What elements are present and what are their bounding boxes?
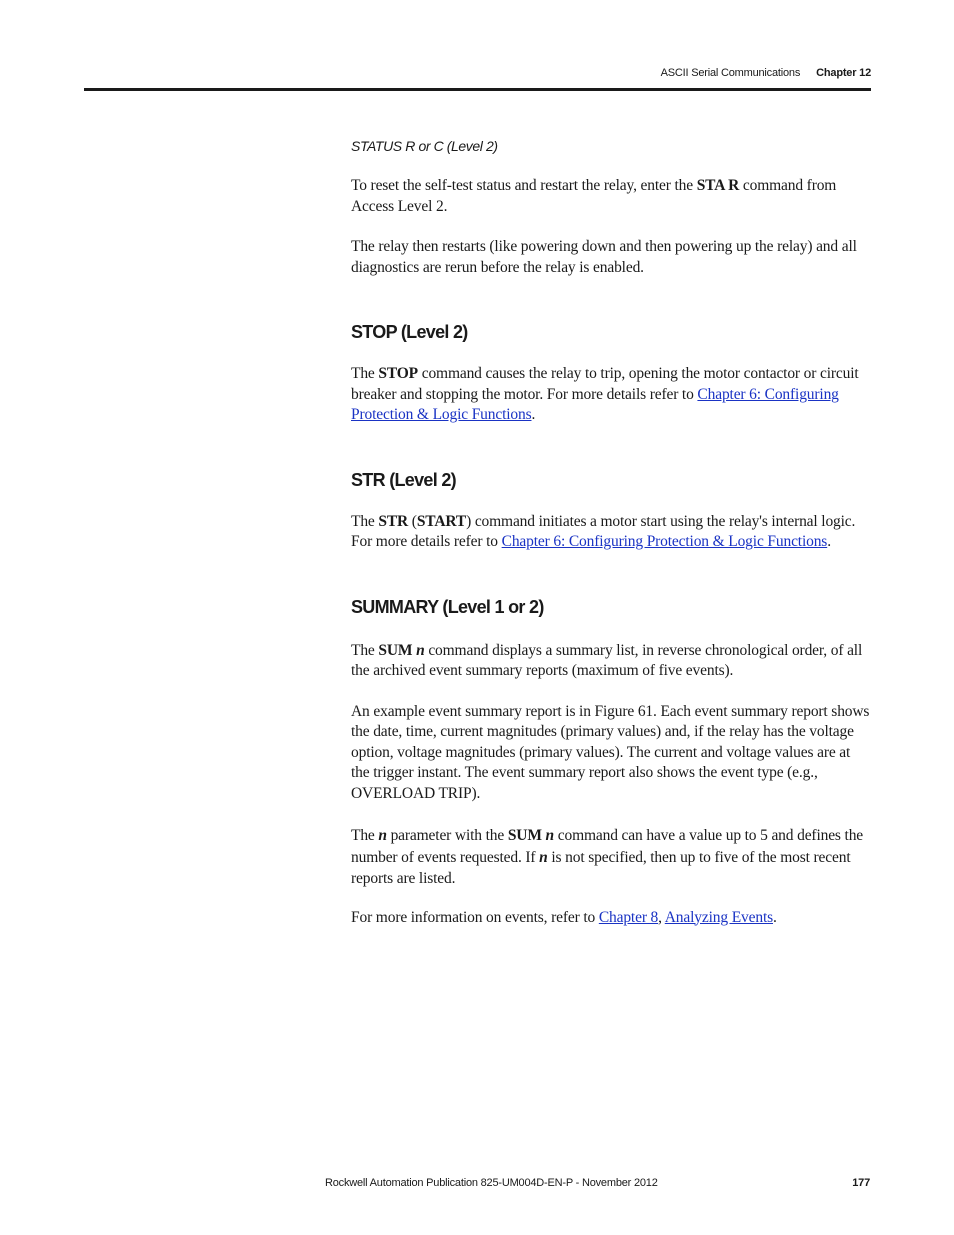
summary-paragraph-1 bbox=[351, 641, 871, 682]
text-run: To reset the self-test status and restart the relay, enter the bbox=[351, 177, 697, 194]
link-chapter-8[interactable]: Chapter 8 bbox=[598, 908, 659, 926]
text-run: For more information on events, refer to bbox=[351, 908, 599, 926]
command-sum: SUM bbox=[378, 641, 413, 659]
footer-publication: Rockwell Automation Publication 825-UM004D-EN-P - November 2012 bbox=[325, 1177, 658, 1189]
text-run: , bbox=[658, 908, 665, 926]
summary-paragraph-2: An example event summary report is in Figure 61. Each event summary report shows the date, time, current magnitudes (primary values) and, if the relay has the voltage option, voltage magnitudes (primary values). The current and voltage values are at the trigger instant. The event summary report also shows the event type (e.g., OVERLOAD TRIP). bbox=[351, 702, 870, 802]
param-n: n bbox=[545, 827, 555, 844]
text-run: . bbox=[773, 908, 777, 926]
text-run: ( bbox=[408, 512, 417, 530]
command-start: START bbox=[416, 512, 467, 530]
text-run: command from Access Level 2. bbox=[351, 177, 837, 215]
text-run: The bbox=[351, 365, 379, 382]
text-run: The bbox=[351, 512, 379, 530]
command-sum: SUM bbox=[507, 827, 542, 844]
text-run: command displays a summary list, in reverse chronological order, of all the archived event summary reports (maximum of five events). bbox=[351, 641, 863, 679]
stop-paragraph bbox=[351, 364, 871, 426]
text-run: command causes the relay to trip, opening the motor contactor or circuit breaker and stopping the motor. For more details refer to bbox=[351, 365, 859, 403]
summary-paragraph-3 bbox=[351, 825, 871, 890]
status-rc-paragraph-2: The relay then restarts (like powering down and then powering up the relay) and all diagnostics are rerun before the relay is enabled. bbox=[351, 238, 857, 276]
param-n: n bbox=[378, 827, 387, 844]
text-run: ) command initiates a motor start using the relay's internal logic. For more details refer to bbox=[351, 512, 856, 550]
text-run: parameter with the bbox=[386, 827, 508, 844]
str-paragraph bbox=[351, 512, 871, 553]
text-run: command can have a value up to 5 and defines the number of events requested. If bbox=[351, 827, 864, 866]
text-run: The bbox=[351, 641, 379, 659]
stop-heading: STOP (Level 2) bbox=[351, 322, 468, 342]
link-chapter-6[interactable]: Chapter 6: Configuring Protection & Logic Functions bbox=[501, 533, 828, 550]
text-run: is not specified, then up to five of the most recent reports are listed. bbox=[351, 848, 851, 887]
status-rc-subheading: STATUS R or C (Level 2) bbox=[351, 138, 498, 154]
page-number: 177 bbox=[852, 1177, 870, 1189]
param-n: n bbox=[416, 641, 425, 659]
command-stop: STOP bbox=[378, 365, 418, 382]
text-run: The bbox=[351, 827, 379, 844]
param-n: n bbox=[539, 848, 548, 866]
header-chapter-label: Chapter 12 bbox=[816, 67, 871, 79]
summary-paragraph-4 bbox=[351, 908, 871, 929]
status-rc-paragraph-1 bbox=[351, 176, 871, 217]
running-header bbox=[661, 67, 871, 79]
text-run: . bbox=[531, 406, 536, 423]
text-run: . bbox=[827, 533, 831, 550]
link-analyzing-events[interactable]: Analyzing Events bbox=[664, 908, 773, 926]
header-section-title: ASCII Serial Communications bbox=[660, 67, 801, 79]
command-sta-r: STA R bbox=[696, 177, 740, 194]
summary-heading: SUMMARY (Level 1 or 2) bbox=[351, 596, 544, 617]
str-heading: STR (Level 2) bbox=[351, 469, 456, 490]
header-rule bbox=[84, 88, 871, 91]
link-chapter-6[interactable]: Chapter 6: Configuring Protection & Logic Functions bbox=[351, 385, 839, 423]
page-content bbox=[351, 136, 871, 928]
command-str: STR bbox=[378, 512, 409, 530]
